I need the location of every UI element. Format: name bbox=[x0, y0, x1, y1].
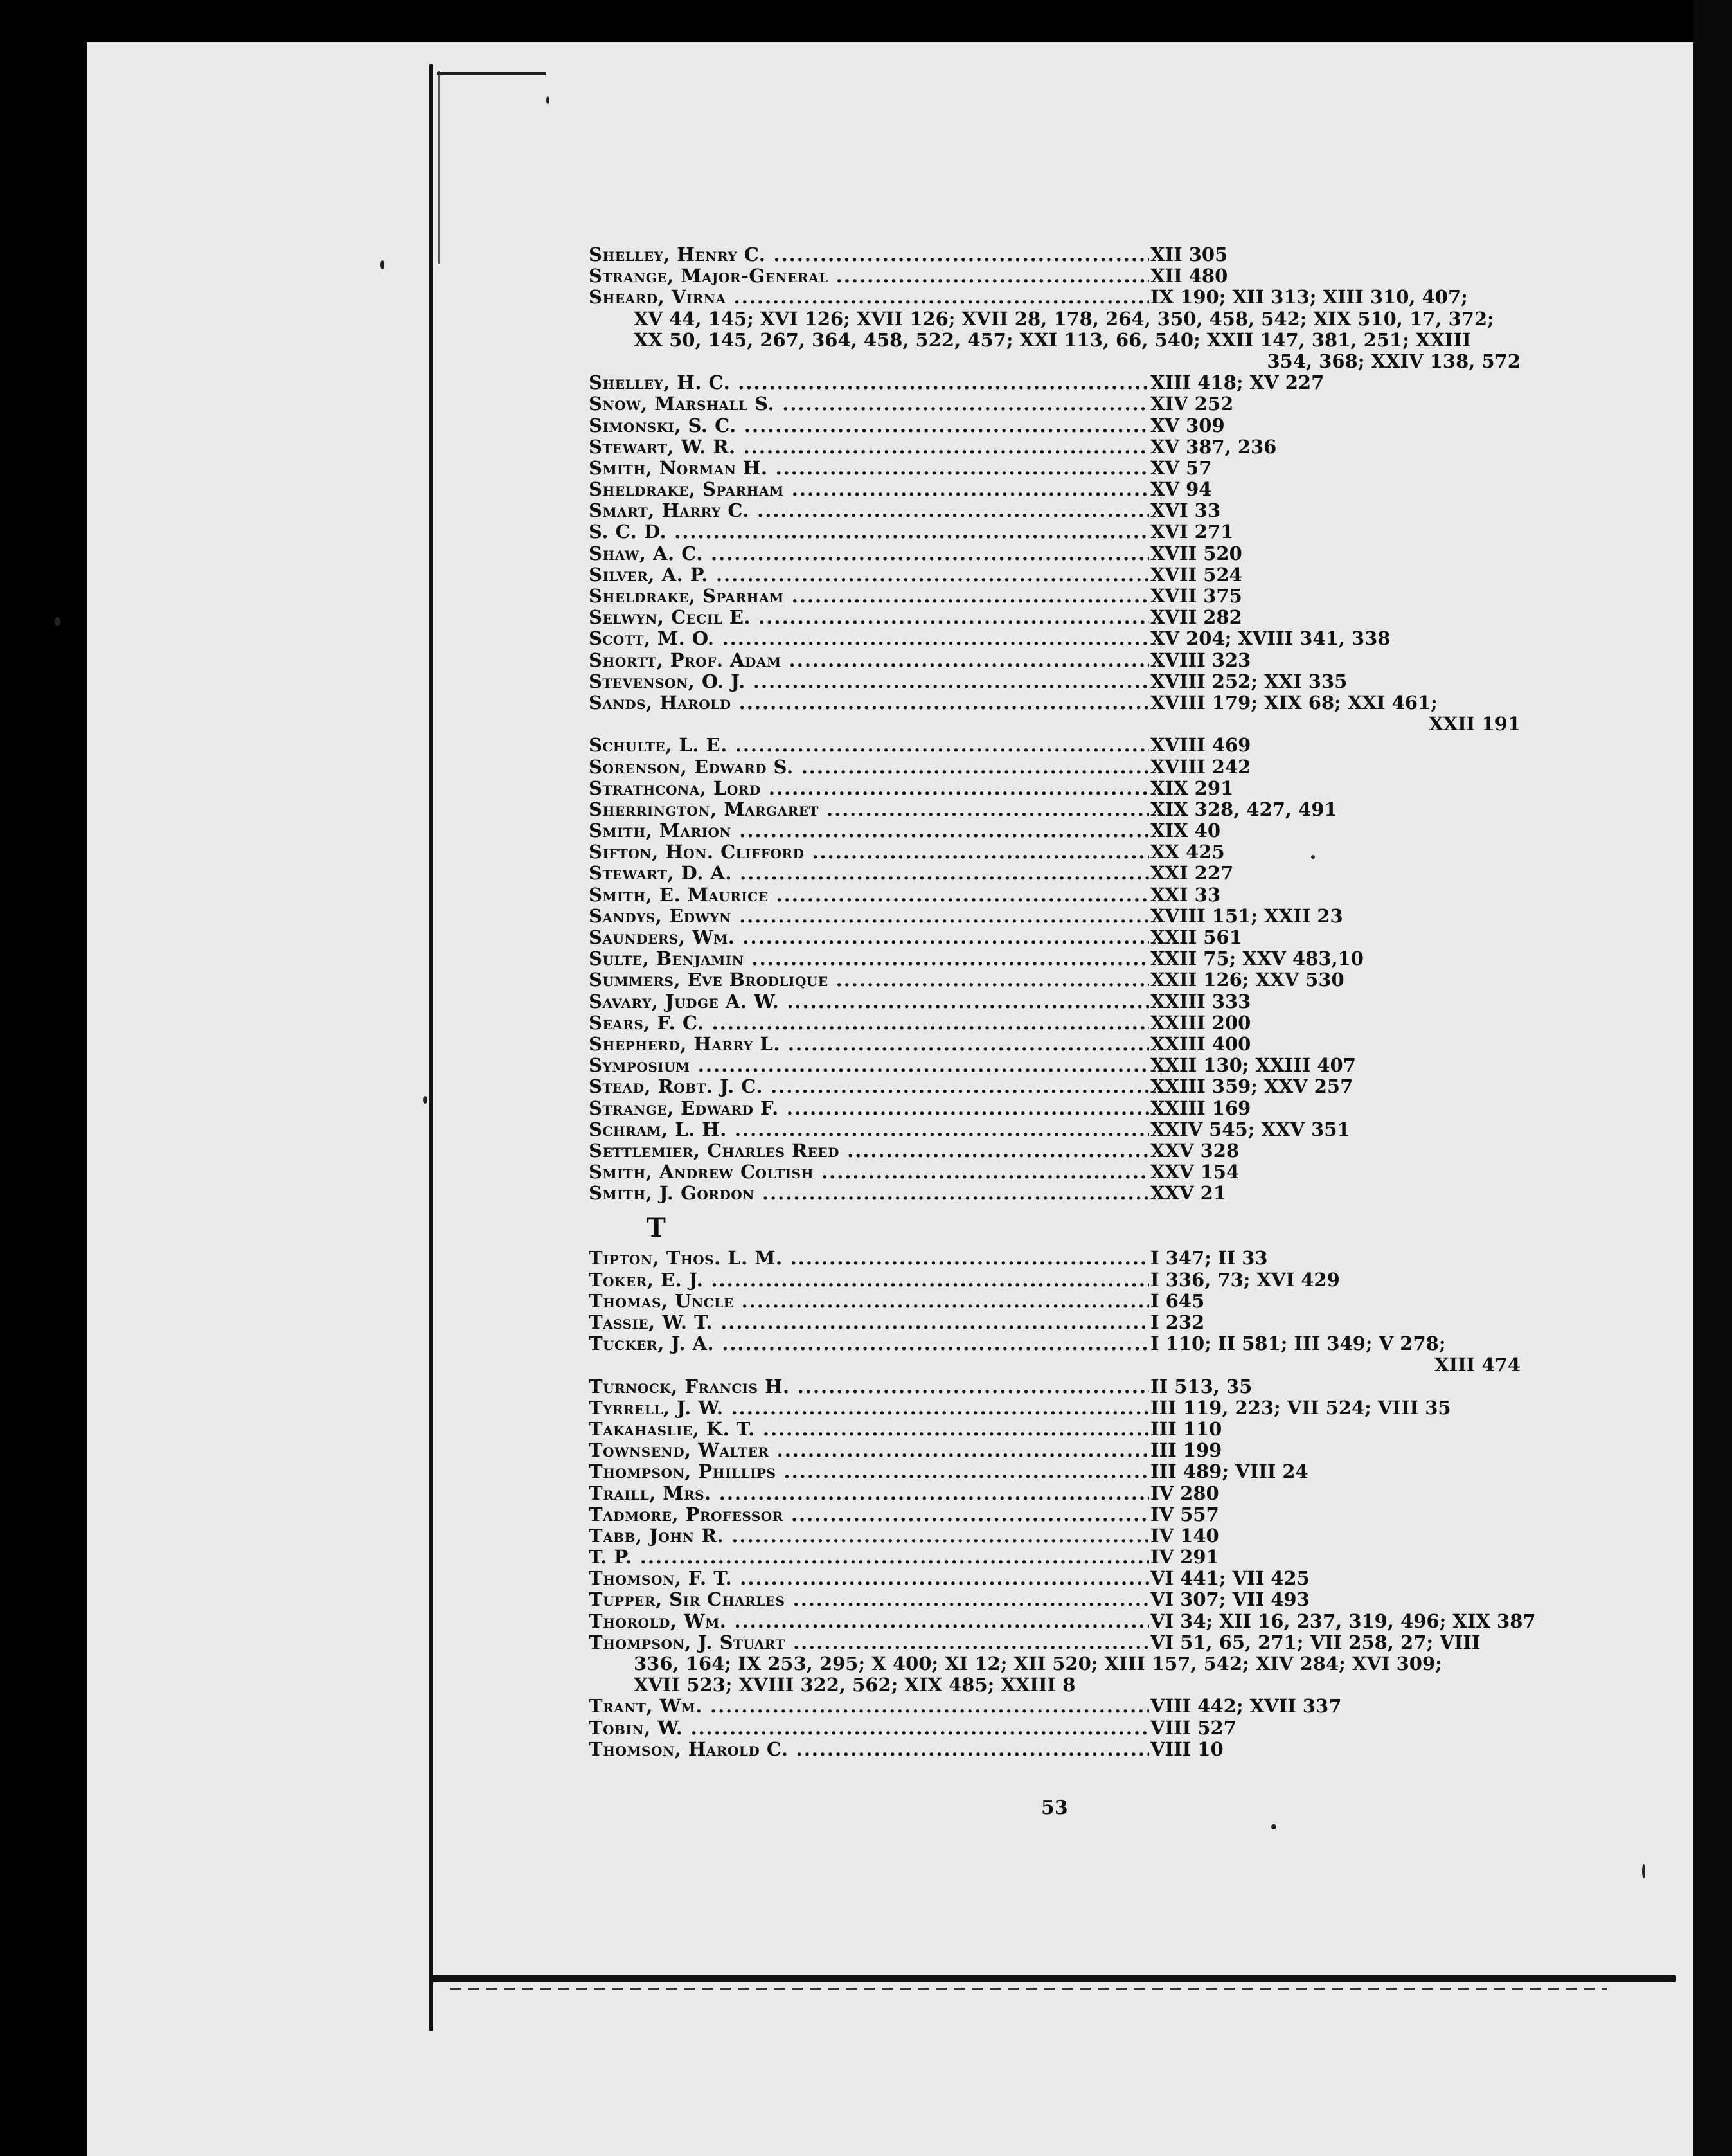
entry-name: Saunders, Wm. ..... bbox=[589, 927, 1149, 948]
entry-name: Smith, Norman H. ..... bbox=[589, 458, 1149, 479]
entry-name: Savary, Judge A. W. ..... bbox=[589, 991, 1149, 1012]
index-entry bbox=[589, 1440, 1527, 1461]
entry-reference: XV 387, 236 bbox=[1150, 435, 1277, 458]
scan-border-right bbox=[1693, 0, 1732, 2156]
scan-speck bbox=[546, 96, 549, 104]
entry-name: Takahaslie, K. T. ..... bbox=[589, 1419, 1149, 1440]
entry-name: Shelley, H. C. ..... bbox=[589, 372, 1149, 393]
index-entry bbox=[589, 1504, 1527, 1525]
entry-reference: XVII 524 bbox=[1150, 563, 1242, 586]
index-entry bbox=[589, 820, 1527, 841]
index-entry bbox=[589, 1034, 1527, 1055]
index-list bbox=[589, 244, 1536, 1760]
entry-reference: XIII 418; XV 227 bbox=[1150, 372, 1325, 394]
index-entry bbox=[589, 458, 1527, 479]
index-entry bbox=[589, 393, 1527, 415]
entry-name: Tupper, Sir Charles ..... bbox=[589, 1589, 1149, 1610]
index-entry bbox=[589, 543, 1527, 564]
entry-name: Schulte, L. E. ..... bbox=[589, 735, 1149, 756]
entry-reference: VIII 442; XVII 337 bbox=[1150, 1695, 1342, 1718]
entry-reference: XV 309 bbox=[1150, 414, 1225, 436]
entry-reference: XVII 282 bbox=[1150, 606, 1242, 629]
index-entry bbox=[589, 1291, 1527, 1312]
entry-reference: XIV 252 bbox=[1150, 393, 1234, 415]
entry-reference: XVII 375 bbox=[1150, 585, 1242, 607]
entry-name: Thorold, Wm. ..... bbox=[589, 1611, 1149, 1632]
index-entry bbox=[589, 735, 1527, 756]
entry-name: Tassie, W. T. ..... bbox=[589, 1312, 1149, 1333]
entry-name: Symposium ..... bbox=[589, 1055, 1149, 1076]
entry-name: Snow, Marshall S. ..... bbox=[589, 393, 1149, 415]
entry-reference: XXII 561 bbox=[1150, 926, 1242, 948]
entry-name: Selwyn, Cecil E. ..... bbox=[589, 607, 1149, 628]
page-number: 53 bbox=[1041, 1797, 1068, 1819]
entry-reference: IX 190; XII 313; XIII 310, 407; bbox=[1150, 286, 1468, 309]
entry-reference: XXV 21 bbox=[1150, 1182, 1226, 1205]
entry-name: Thomson, Harold C. ..... bbox=[589, 1739, 1149, 1760]
index-entry bbox=[589, 1525, 1527, 1547]
index-entry bbox=[589, 287, 1527, 308]
index-entry bbox=[589, 906, 1527, 927]
entry-name: Stewart, W. R. ..... bbox=[589, 436, 1149, 458]
index-entry bbox=[589, 885, 1527, 906]
scan-speck bbox=[423, 1096, 427, 1104]
entry-name: Tabb, John R. ..... bbox=[589, 1525, 1149, 1547]
entry-reference: XIX 328, 427, 491 bbox=[1150, 798, 1337, 820]
entry-name: Smart, Harry C. ..... bbox=[589, 500, 1149, 521]
entry-name: Strange, Major-General ..... bbox=[589, 265, 1149, 287]
entry-reference: I 110; II 581; III 349; V 278; bbox=[1150, 1333, 1446, 1355]
entry-reference: VI 307; VII 493 bbox=[1150, 1588, 1310, 1611]
entry-name: T. P. ..... bbox=[589, 1547, 1149, 1568]
entry-reference: I 347; II 33 bbox=[1150, 1247, 1268, 1270]
entry-reference: XXIII 169 bbox=[1150, 1097, 1251, 1119]
entry-name: Thomas, Uncle ..... bbox=[589, 1291, 1149, 1312]
entry-reference: XXII 130; XXIII 407 bbox=[1150, 1054, 1356, 1077]
entry-name: Thompson, Phillips ..... bbox=[589, 1461, 1149, 1482]
index-entry bbox=[589, 1183, 1527, 1204]
index-entry bbox=[589, 1610, 1536, 1632]
entry-reference: XII 480 bbox=[1150, 265, 1228, 287]
entry-reference: VI 441; VII 425 bbox=[1150, 1567, 1310, 1590]
index-entry bbox=[589, 692, 1527, 714]
index-entry bbox=[589, 841, 1527, 863]
entry-reference: IV 557 bbox=[1150, 1503, 1219, 1525]
index-entry bbox=[589, 244, 1527, 265]
index-entry bbox=[589, 969, 1527, 991]
index-entry bbox=[589, 1098, 1527, 1119]
entry-reference: XIX 291 bbox=[1150, 777, 1234, 799]
entry-reference: XVI 271 bbox=[1150, 521, 1234, 543]
index-entry bbox=[589, 1568, 1527, 1589]
entry-reference: XV 94 bbox=[1150, 478, 1212, 501]
top-margin-mark bbox=[437, 72, 546, 75]
index-entry bbox=[589, 1140, 1527, 1162]
entry-name: Tipton, Thos. L. M. ..... bbox=[589, 1248, 1149, 1269]
entry-reference: XIX 40 bbox=[1150, 820, 1221, 842]
index-entry bbox=[589, 586, 1527, 607]
entry-reference: XVIII 179; XIX 68; XXI 461; bbox=[1150, 691, 1438, 714]
index-entry bbox=[589, 500, 1527, 521]
entry-reference: XVI 33 bbox=[1150, 499, 1221, 522]
entry-name: Toker, E. J. ..... bbox=[589, 1270, 1149, 1291]
binding-margin-line-secondary bbox=[438, 71, 440, 264]
entry-name: Tobin, W. ..... bbox=[589, 1718, 1149, 1739]
bottom-rule bbox=[429, 1975, 1676, 1982]
index-entry bbox=[589, 650, 1527, 671]
entry-reference: VIII 527 bbox=[1150, 1716, 1237, 1739]
entry-reference: XXIII 359; XXV 257 bbox=[1150, 1075, 1353, 1098]
index-entry bbox=[589, 521, 1527, 543]
scan-speck bbox=[1642, 1864, 1645, 1878]
entry-name: Stead, Robt. J. C. ..... bbox=[589, 1076, 1149, 1097]
entry-reference: XII 305 bbox=[1150, 244, 1228, 265]
scan-speck bbox=[380, 260, 384, 269]
index-entry bbox=[589, 607, 1527, 628]
index-entry bbox=[589, 1162, 1527, 1183]
index-entry bbox=[589, 927, 1527, 948]
entry-name: Scott, M. O. ..... bbox=[589, 628, 1149, 649]
entry-reference: XXIII 200 bbox=[1150, 1011, 1251, 1034]
index-entry bbox=[589, 1397, 1527, 1419]
entry-name: Shaw, A. C. ..... bbox=[589, 543, 1149, 564]
entry-reference-continuation: XX 50, 145, 267, 364, 458, 522, 457; XXI 113, 66, 540; XXII 147, 381, 251; XXIII bbox=[634, 328, 1471, 351]
entry-name: Shelley, Henry C. ..... bbox=[589, 244, 1149, 265]
bottom-rule-dashed bbox=[450, 1988, 1607, 1990]
entry-name: Settlemier, Charles Reed ..... bbox=[589, 1140, 1149, 1162]
entry-reference-continuation: XXII 191 bbox=[1429, 713, 1521, 735]
index-entry bbox=[589, 479, 1527, 500]
entry-reference-continuation: XVII 523; XVIII 322, 562; XIX 485; XXIII 8 bbox=[634, 1674, 1076, 1696]
entry-name: Sears, F. C. ..... bbox=[589, 1012, 1149, 1034]
index-entry bbox=[589, 1119, 1527, 1140]
entry-reference: IV 280 bbox=[1150, 1482, 1219, 1504]
entry-name: Turnock, Francis H. ..... bbox=[589, 1376, 1149, 1397]
entry-reference: I 336, 73; XVI 429 bbox=[1150, 1268, 1340, 1291]
index-entry bbox=[589, 1376, 1527, 1397]
entry-name: Summers, Eve Brodlique ..... bbox=[589, 969, 1149, 991]
entry-reference: XXIII 400 bbox=[1150, 1032, 1251, 1055]
index-entry bbox=[589, 1055, 1527, 1076]
entry-reference: III 489; VIII 24 bbox=[1150, 1460, 1308, 1483]
entry-name: Smith, E. Maurice ..... bbox=[589, 885, 1149, 906]
index-entry bbox=[589, 372, 1527, 393]
index-entry bbox=[589, 1483, 1527, 1504]
entry-reference: XVIII 323 bbox=[1150, 649, 1251, 671]
entry-name: Thomson, F. T. ..... bbox=[589, 1568, 1149, 1589]
entry-name: Traill, Mrs. ..... bbox=[589, 1483, 1149, 1504]
index-entry bbox=[589, 1739, 1527, 1760]
entry-reference: III 110 bbox=[1150, 1417, 1222, 1440]
index-entry bbox=[589, 991, 1527, 1012]
index-entry bbox=[589, 778, 1527, 799]
index-entry bbox=[589, 1461, 1527, 1482]
entry-name: Sifton, Hon. Clifford ..... bbox=[589, 841, 1149, 863]
section-letter: T bbox=[647, 1213, 666, 1244]
entry-name: Stewart, D. A. ..... bbox=[589, 863, 1149, 884]
entry-name: Stevenson, O. J. ..... bbox=[589, 671, 1149, 692]
entry-name: Schram, L. H. ..... bbox=[589, 1119, 1149, 1140]
entry-name: Smith, Andrew Coltish ..... bbox=[589, 1162, 1149, 1183]
index-entry bbox=[589, 1076, 1527, 1097]
entry-reference: XVIII 242 bbox=[1150, 755, 1251, 778]
index-entry bbox=[589, 564, 1527, 586]
entry-name: Sulte, Benjamin ..... bbox=[589, 948, 1149, 969]
entry-reference: XXIV 545; XXV 351 bbox=[1150, 1118, 1350, 1140]
entry-reference: IV 140 bbox=[1150, 1524, 1219, 1547]
index-entry bbox=[589, 757, 1527, 778]
entry-reference: XVIII 469 bbox=[1150, 734, 1251, 757]
index-entry bbox=[589, 436, 1527, 458]
entry-reference: XXI 227 bbox=[1150, 862, 1234, 885]
entry-reference: VIII 10 bbox=[1150, 1738, 1224, 1760]
entry-reference: XXII 126; XXV 530 bbox=[1150, 969, 1344, 991]
entry-name: Sherrington, Margaret ..... bbox=[589, 799, 1149, 820]
entry-name: Townsend, Walter ..... bbox=[589, 1440, 1149, 1461]
entry-name: Smith, J. Gordon ..... bbox=[589, 1183, 1149, 1204]
entry-reference: XXIII 333 bbox=[1150, 990, 1251, 1012]
index-entry bbox=[589, 1718, 1527, 1739]
entry-reference: III 199 bbox=[1150, 1439, 1222, 1462]
entry-reference: XV 204; XVIII 341, 338 bbox=[1150, 627, 1391, 650]
entry-name: Trant, Wm. ..... bbox=[589, 1696, 1149, 1717]
entry-name: Simonski, S. C. ..... bbox=[589, 415, 1149, 436]
entry-reference: XVIII 252; XXI 335 bbox=[1150, 670, 1348, 692]
entry-name: Tadmore, Professor ..... bbox=[589, 1504, 1149, 1525]
index-entry bbox=[589, 1632, 1527, 1653]
index-section-t bbox=[589, 1247, 1536, 1760]
entry-reference: IV 291 bbox=[1150, 1546, 1219, 1568]
index-entry bbox=[589, 1589, 1527, 1610]
index-entry bbox=[589, 1696, 1527, 1717]
index-entry bbox=[589, 415, 1527, 436]
index-entry bbox=[589, 1333, 1527, 1354]
index-entry bbox=[589, 1012, 1527, 1034]
index-entry bbox=[589, 863, 1527, 884]
entry-reference: XVII 520 bbox=[1150, 542, 1242, 564]
entry-name: Strathcona, Lord ..... bbox=[589, 778, 1149, 799]
entry-reference: VI 34; XII 16, 237, 319, 496; XIX 387 bbox=[1150, 1610, 1536, 1632]
entry-name: S. C. D. ..... bbox=[589, 521, 1149, 543]
index-entry bbox=[589, 1419, 1527, 1440]
entry-name: Tucker, J. A. ..... bbox=[589, 1333, 1149, 1354]
entry-reference: II 513, 35 bbox=[1150, 1375, 1253, 1397]
entry-reference: XXI 33 bbox=[1150, 883, 1221, 906]
entry-reference-continuation: XIII 474 bbox=[1434, 1354, 1521, 1376]
entry-name: Shepherd, Harry L. ..... bbox=[589, 1034, 1149, 1055]
scan-speck bbox=[55, 617, 60, 626]
entry-reference: XXV 328 bbox=[1150, 1139, 1240, 1162]
entry-reference-continuation: 354, 368; XXIV 138, 572 bbox=[1267, 350, 1521, 372]
index-entry bbox=[589, 671, 1527, 692]
entry-name: Sheldrake, Sparham ..... bbox=[589, 586, 1149, 607]
binding-margin-line bbox=[429, 64, 433, 2031]
entry-reference: XV 57 bbox=[1150, 456, 1212, 479]
entry-name: Thompson, J. Stuart ..... bbox=[589, 1632, 1149, 1653]
index-entry bbox=[589, 1248, 1527, 1269]
entry-name: Shortt, Prof. Adam ..... bbox=[589, 650, 1149, 671]
entry-reference: XXII 75; XXV 483,10 bbox=[1150, 948, 1364, 970]
index-entry bbox=[589, 265, 1527, 287]
index-entry bbox=[589, 628, 1527, 649]
entry-reference: VI 51, 65, 271; VII 258, 27; VIII bbox=[1150, 1631, 1481, 1653]
entry-name: Sheard, Virna ..... bbox=[589, 287, 1149, 308]
entry-name: Sheldrake, Sparham ..... bbox=[589, 479, 1149, 500]
entry-reference-continuation: 336, 164; IX 253, 295; X 400; XI 12; XII 520; XIII 157, 542; XIV 284; XVI 309; bbox=[634, 1653, 1442, 1675]
entry-reference: I 232 bbox=[1150, 1311, 1205, 1333]
entry-name: Sandys, Edwyn ..... bbox=[589, 906, 1149, 927]
entry-reference: XXV 154 bbox=[1150, 1161, 1240, 1183]
index-entry bbox=[589, 948, 1527, 969]
index-entry bbox=[589, 799, 1527, 820]
index-section-s bbox=[589, 244, 1527, 1204]
entry-name: Sorenson, Edward S. ..... bbox=[589, 757, 1149, 778]
entry-reference: I 645 bbox=[1150, 1289, 1205, 1312]
scan-speck bbox=[1271, 1824, 1276, 1829]
entry-name: Smith, Marion ..... bbox=[589, 820, 1149, 841]
index-entry bbox=[589, 1270, 1527, 1291]
index-entry bbox=[589, 1312, 1527, 1333]
entry-reference: III 119, 223; VII 524; VIII 35 bbox=[1150, 1396, 1451, 1419]
entry-name: Silver, A. P. ..... bbox=[589, 564, 1149, 586]
index-entry bbox=[589, 1547, 1527, 1568]
entry-name: Sands, Harold ..... bbox=[589, 692, 1149, 714]
entry-reference: XX 425 bbox=[1150, 841, 1225, 863]
entry-name: Tyrrell, J. W. ..... bbox=[589, 1397, 1149, 1419]
entry-reference-continuation: XV 44, 145; XVI 126; XVII 126; XVII 28, 178, 264, 350, 458, 542; XIX 510, 17, 372; bbox=[634, 307, 1494, 330]
entry-name: Strange, Edward F. ..... bbox=[589, 1098, 1149, 1119]
entry-reference: XVIII 151; XXII 23 bbox=[1150, 904, 1343, 927]
